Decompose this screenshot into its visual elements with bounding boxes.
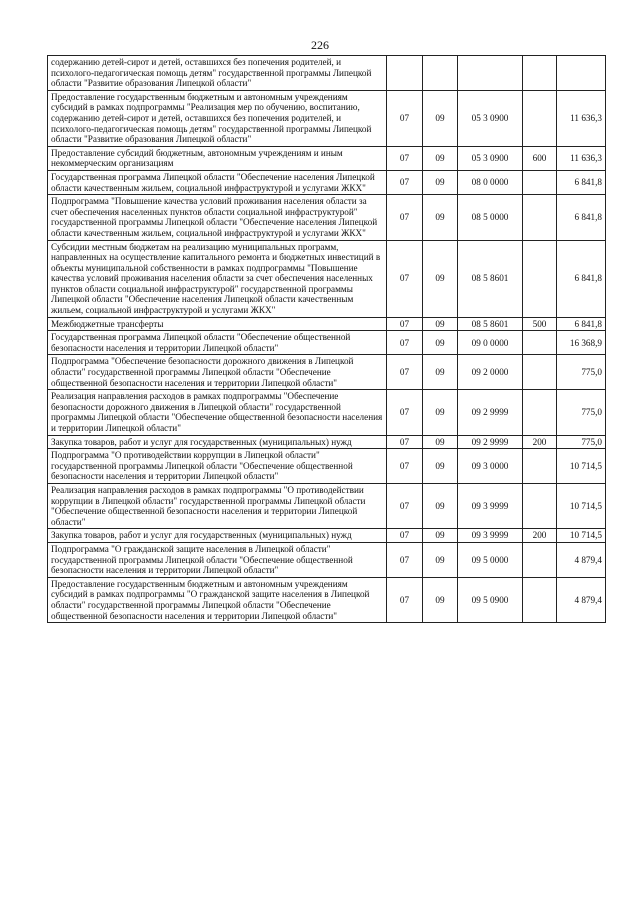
expense-type-code: [523, 355, 557, 390]
expense-type-code: [523, 390, 557, 435]
expense-type-code: 200: [523, 435, 557, 449]
amount: 10 714,5: [557, 483, 606, 528]
row-description: Межбюджетные трансферты: [48, 317, 387, 331]
table-row: [48, 146, 606, 170]
subsection-code: 09: [423, 355, 458, 390]
expense-type-code: 500: [523, 317, 557, 331]
row-description: Реализация направления расходов в рамках подпрограммы "О противодействии коррупции в Липецкой области" государственной программы Липецкой области "Обеспечение общественной безопасности населения и территории Липецкой области": [48, 483, 387, 528]
row-description: Субсидии местным бюджетам на реализацию муниципальных программ, направленных на осуществление капитального ремонта и бюджетных инвестиций в объекты муниципальной собственности в рамках подпрограммы "Повышение качества условий проживания населения области за счет обеспечения населенных пунктов области социальной инфраструктурой" государственной программы Липецкой области "Обеспечение населения Липецкой области качественным жильем, социальной инфраструктурой и услугами ЖКХ": [48, 240, 387, 317]
table-row: [48, 90, 606, 146]
expense-type-code: [523, 449, 557, 484]
section-code: 07: [387, 483, 423, 528]
subsection-code: 09: [423, 195, 458, 240]
section-code: 07: [387, 240, 423, 317]
target-article-code: 09 5 0900: [458, 577, 523, 622]
table-row: [48, 577, 606, 622]
expense-type-code: [523, 483, 557, 528]
subsection-code: 09: [423, 529, 458, 543]
target-article-code: 09 3 9999: [458, 483, 523, 528]
amount: 11 636,3: [557, 146, 606, 170]
row-description: Предоставление государственным бюджетным и автономным учреждениям субсидий в рамках подпрограммы "Реализация мер по обучению, воспитанию, содержанию детей-сирот и детей, оставшихся без попечения родителей, и психолого-педагогическая помощь детям" государственной программы Липецкой области "Развитие образования Липецкой области": [48, 90, 387, 146]
subsection-code: 09: [423, 240, 458, 317]
expense-type-code: [523, 240, 557, 317]
section-code: 07: [387, 449, 423, 484]
expense-type-code: 200: [523, 529, 557, 543]
table-row: [48, 542, 606, 577]
row-description: Подпрограмма "О противодействии коррупции в Липецкой области" государственной программы Липецкой области "Обеспечение общественной безопасности населения и территории Липецкой области": [48, 449, 387, 484]
table-row: [48, 449, 606, 484]
section-code: 07: [387, 390, 423, 435]
table-row: [48, 435, 606, 449]
section-code: 07: [387, 577, 423, 622]
amount: 6 841,8: [557, 170, 606, 194]
table-row: [48, 56, 606, 91]
budget-table: [47, 55, 606, 623]
subsection-code: 09: [423, 331, 458, 355]
row-description: Подпрограмма "Обеспечение безопасности дорожного движения в Липецкой области" государственной программы Липецкой области "Обеспечение общественной безопасности населения и территории Липецкой области": [48, 355, 387, 390]
table-row: [48, 483, 606, 528]
amount: [557, 56, 606, 91]
row-description: Закупка товаров, работ и услуг для государственных (муниципальных) нужд: [48, 529, 387, 543]
amount: 11 636,3: [557, 90, 606, 146]
expense-type-code: [523, 195, 557, 240]
table-row: [48, 390, 606, 435]
table-row: [48, 355, 606, 390]
amount: 6 841,8: [557, 240, 606, 317]
amount: 775,0: [557, 355, 606, 390]
target-article-code: 05 3 0900: [458, 90, 523, 146]
subsection-code: 09: [423, 146, 458, 170]
subsection-code: 09: [423, 90, 458, 146]
amount: 10 714,5: [557, 529, 606, 543]
subsection-code: 09: [423, 483, 458, 528]
subsection-code: 09: [423, 577, 458, 622]
table-row: [48, 170, 606, 194]
expense-type-code: [523, 331, 557, 355]
table-row: [48, 317, 606, 331]
target-article-code: 09 0 0000: [458, 331, 523, 355]
amount: 6 841,8: [557, 317, 606, 331]
subsection-code: [423, 56, 458, 91]
expense-type-code: [523, 542, 557, 577]
row-description: Подпрограмма "О гражданской защите населения в Липецкой области" государственной программы Липецкой области "Обеспечение общественной безопасности населения и территории Липецкой области": [48, 542, 387, 577]
section-code: 07: [387, 170, 423, 194]
section-code: 07: [387, 529, 423, 543]
target-article-code: 09 2 9999: [458, 390, 523, 435]
table-row: [48, 529, 606, 543]
target-article-code: 09 3 0000: [458, 449, 523, 484]
amount: 4 879,4: [557, 542, 606, 577]
target-article-code: 09 3 9999: [458, 529, 523, 543]
page-number: 226: [311, 38, 329, 52]
row-description: Предоставление субсидий бюджетным, автономным учреждениям и иным некоммерческим организациям: [48, 146, 387, 170]
expense-type-code: [523, 56, 557, 91]
row-description: Реализация направления расходов в рамках подпрограммы "Обеспечение безопасности дорожного движения в Липецкой области" государственной программы Липецкой области "Обеспечение общественной безопасности населения и территории Липецкой области": [48, 390, 387, 435]
target-article-code: [458, 56, 523, 91]
subsection-code: 09: [423, 390, 458, 435]
target-article-code: 05 3 0900: [458, 146, 523, 170]
expense-type-code: [523, 170, 557, 194]
section-code: [387, 56, 423, 91]
target-article-code: 09 5 0000: [458, 542, 523, 577]
row-description: Предоставление государственным бюджетным и автономным учреждениям субсидий в рамках подпрограммы "О гражданской защите населения в Липецкой области" государственной программы Липецкой области "Обеспечение общественной безопасности населения и территории Липецкой области": [48, 577, 387, 622]
target-article-code: 09 2 0000: [458, 355, 523, 390]
section-code: 07: [387, 317, 423, 331]
amount: 775,0: [557, 435, 606, 449]
expense-type-code: [523, 577, 557, 622]
subsection-code: 09: [423, 170, 458, 194]
section-code: 07: [387, 435, 423, 449]
subsection-code: 09: [423, 542, 458, 577]
section-code: 07: [387, 542, 423, 577]
target-article-code: 08 5 8601: [458, 317, 523, 331]
subsection-code: 09: [423, 317, 458, 331]
target-article-code: 08 5 0000: [458, 195, 523, 240]
section-code: 07: [387, 331, 423, 355]
row-description: Закупка товаров, работ и услуг для государственных (муниципальных) нужд: [48, 435, 387, 449]
amount: 6 841,8: [557, 195, 606, 240]
section-code: 07: [387, 355, 423, 390]
table-row: [48, 331, 606, 355]
subsection-code: 09: [423, 449, 458, 484]
row-description: Государственная программа Липецкой области "Обеспечение общественной безопасности населения и территории Липецкой области": [48, 331, 387, 355]
subsection-code: 09: [423, 435, 458, 449]
row-description: Подпрограмма "Повышение качества условий проживания населения области за счет обеспечения населенных пунктов области социальной инфраструктурой" государственной программы Липецкой области "Обеспечение населения Липецкой области качественным жильем, социальной инфраструктурой и услугами ЖКХ": [48, 195, 387, 240]
target-article-code: 08 5 8601: [458, 240, 523, 317]
amount: 10 714,5: [557, 449, 606, 484]
table-row: [48, 240, 606, 317]
table-row: [48, 195, 606, 240]
expense-type-code: [523, 90, 557, 146]
target-article-code: 09 2 9999: [458, 435, 523, 449]
target-article-code: 08 0 0000: [458, 170, 523, 194]
amount: 16 368,9: [557, 331, 606, 355]
amount: 4 879,4: [557, 577, 606, 622]
section-code: 07: [387, 90, 423, 146]
expense-type-code: 600: [523, 146, 557, 170]
row-description: содержанию детей-сирот и детей, оставшихся без попечения родителей, и психолого-педагогическая помощь детям" государственной программы Липецкой области "Развитие образования Липецкой области": [48, 56, 387, 91]
section-code: 07: [387, 146, 423, 170]
amount: 775,0: [557, 390, 606, 435]
row-description: Государственная программа Липецкой области "Обеспечение населения Липецкой области качественным жильем, социальной инфраструктурой и услугами ЖКХ": [48, 170, 387, 194]
section-code: 07: [387, 195, 423, 240]
